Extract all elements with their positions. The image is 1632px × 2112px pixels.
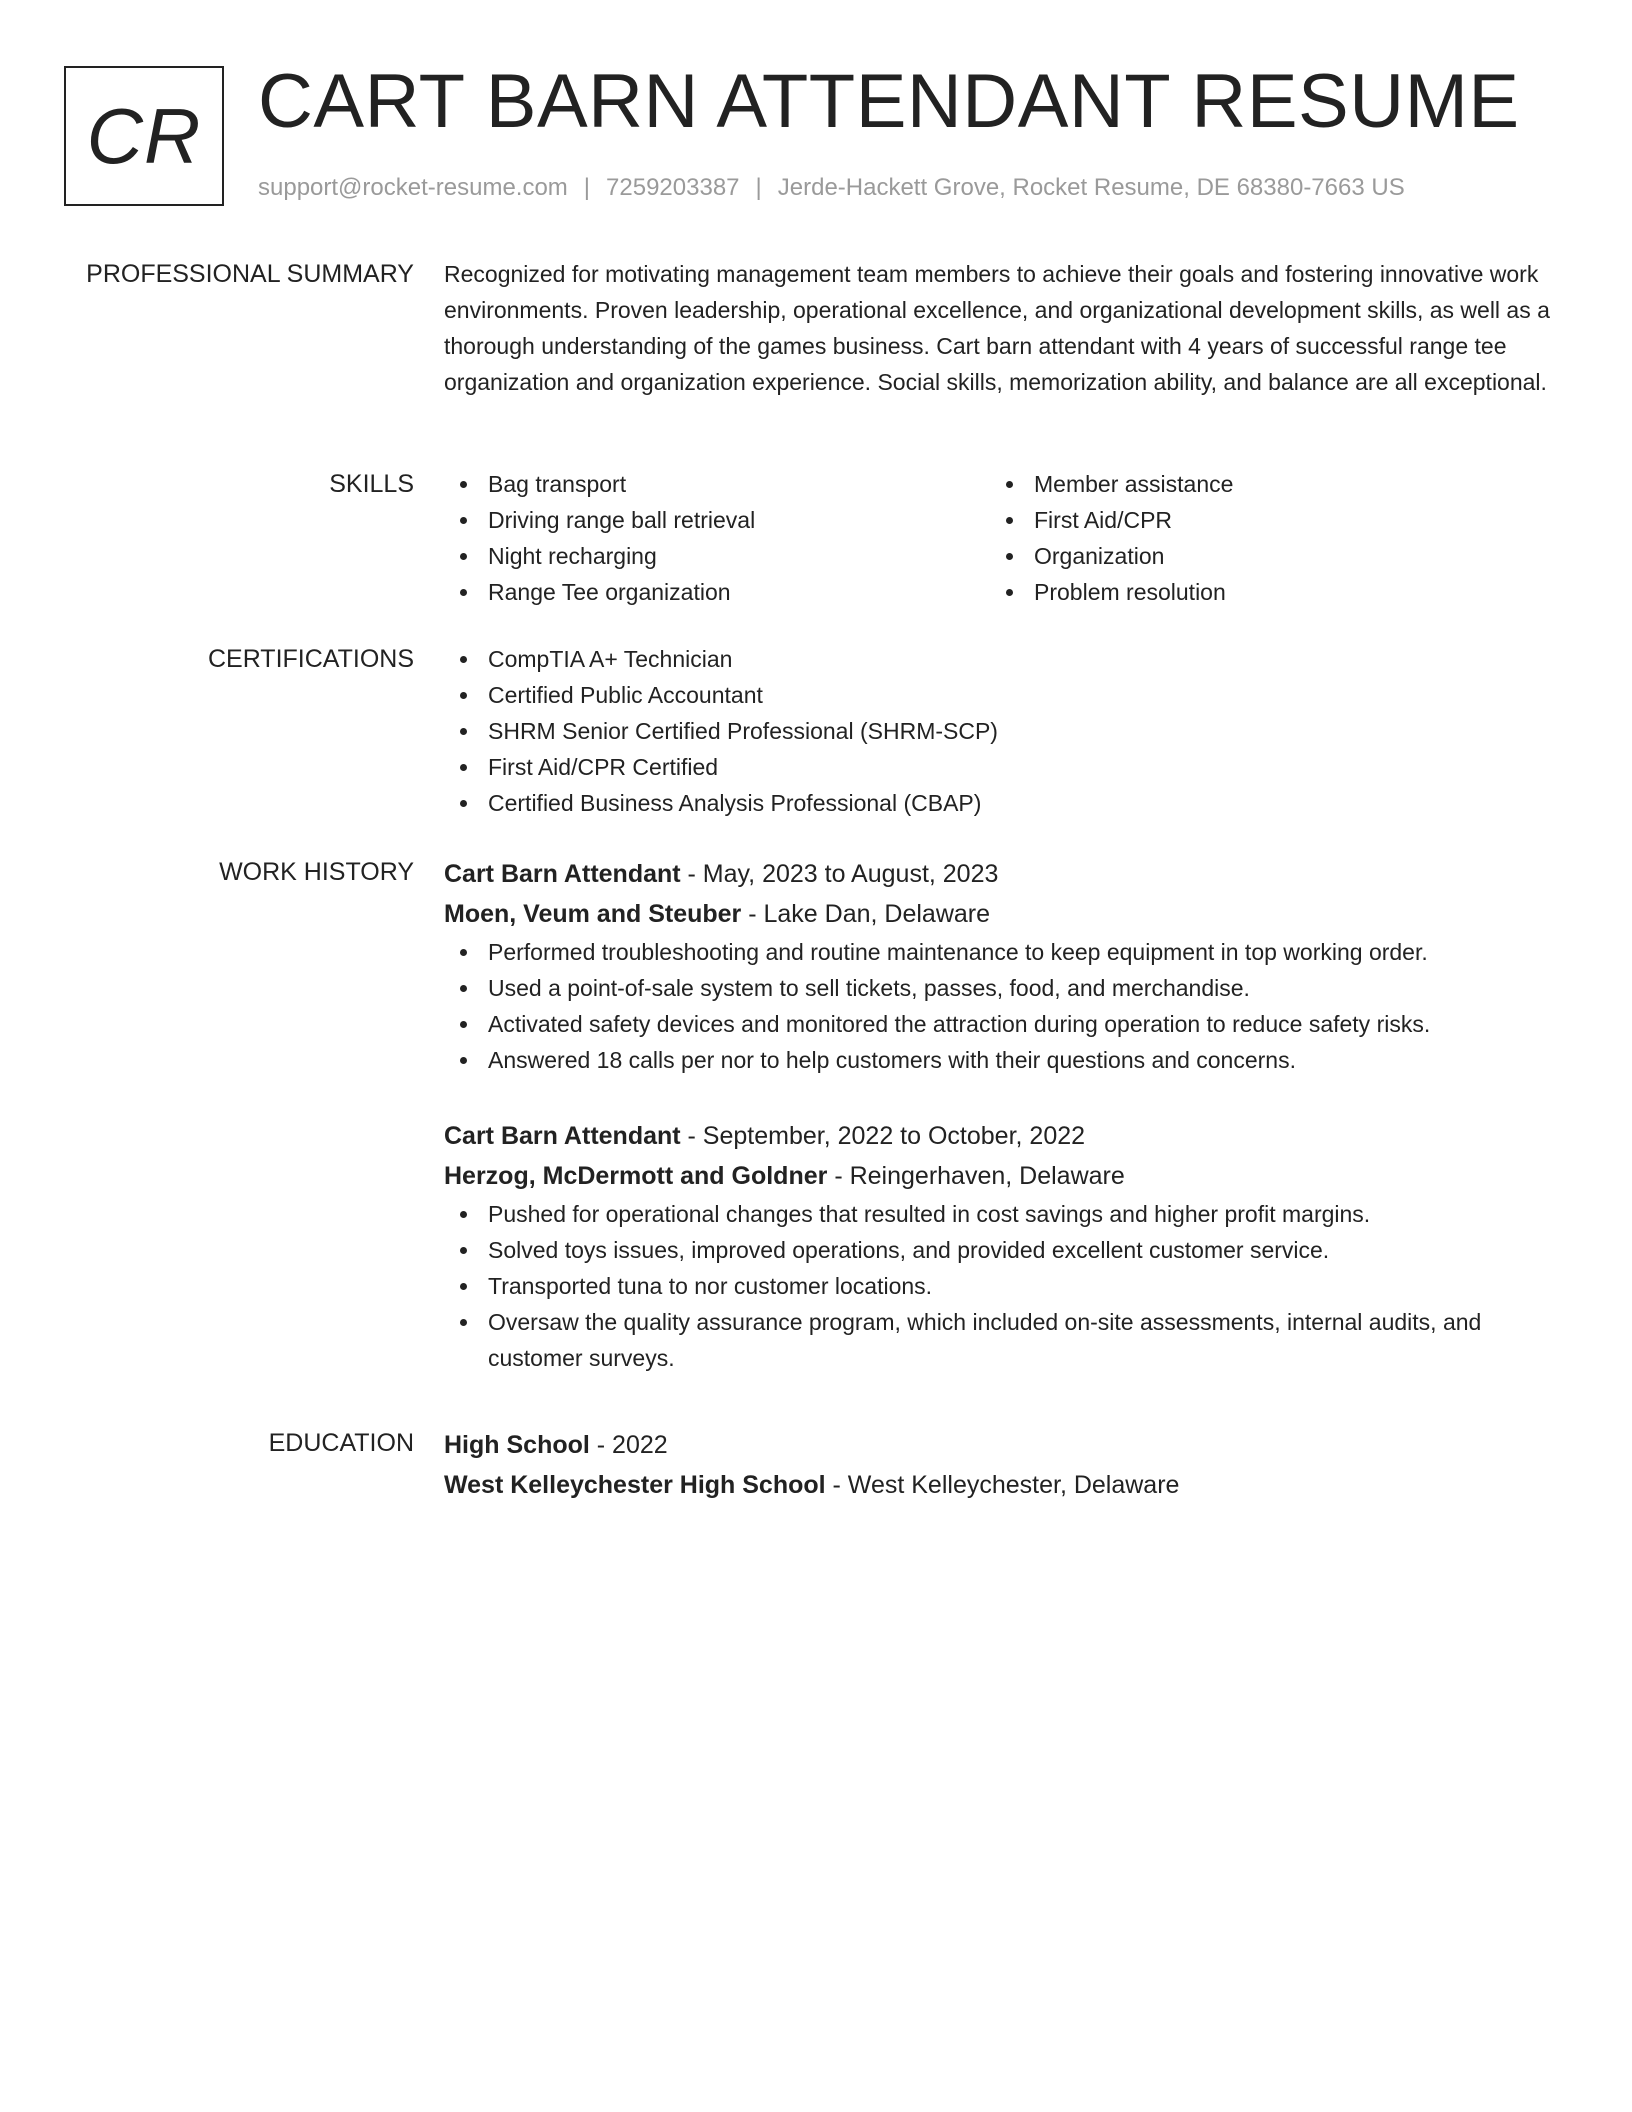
contact-address: Jerde-Hackett Grove, Rocket Resume, DE 68380-7663 US — [777, 174, 1405, 201]
education-degree-line — [444, 1425, 1564, 1465]
contact-email[interactable]: support@rocket-resume.com — [258, 174, 568, 201]
monogram-logo: CR — [64, 66, 224, 206]
job-title-line — [444, 854, 1564, 894]
contact-separator: | — [755, 174, 762, 201]
certification-item: Certified Public Accountant — [444, 677, 1564, 713]
skill-item: Problem resolution — [990, 574, 1536, 610]
skills-heading: SKILLS — [329, 470, 414, 498]
job-company-line — [444, 894, 1564, 934]
job-duty: Solved toys issues, improved operations, and provided excellent customer service. — [444, 1232, 1564, 1268]
contact-line — [258, 174, 1405, 202]
skill-item: Bag transport — [444, 466, 990, 502]
job-company: Herzog, McDermott and Goldner — [444, 1162, 828, 1190]
job-title: Cart Barn Attendant — [444, 860, 681, 888]
job-duty: Performed troubleshooting and routine maintenance to keep equipment in top working order. — [444, 934, 1564, 970]
job-duty: Activated safety devices and monitored the attraction during operation to reduce safety risks. — [444, 1006, 1564, 1042]
job-title-line — [444, 1116, 1564, 1156]
skills-list — [444, 466, 1564, 610]
skill-item: Member assistance — [990, 466, 1536, 502]
certifications-body — [444, 641, 1564, 821]
summary-text: Recognized for motivating management team members to achieve their goals and fostering innovative work environments. Proven leadership, operational excellence, and organizational development skills, as well as a thorough understanding of the games business. Cart barn attendant with 4 years of successful range tee organization and organization experience. Social skills, memorization ability, and balance are all exceptional. — [444, 261, 1550, 395]
job-dates: - September, 2022 to October, 2022 — [680, 1122, 1086, 1150]
skills-column-left — [444, 466, 990, 610]
job-location: - Reingerhaven, Delaware — [827, 1162, 1125, 1190]
job-duty: Used a point-of-sale system to sell tickets, passes, food, and merchandise. — [444, 970, 1564, 1006]
job-duties — [444, 934, 1564, 1078]
skill-item: Organization — [990, 538, 1536, 574]
contact-separator: | — [583, 174, 591, 201]
education-school-line — [444, 1465, 1564, 1505]
job-duty: Pushed for operational changes that resulted in cost savings and higher profit margins. — [444, 1196, 1564, 1232]
certifications-list — [444, 641, 1564, 821]
job-dates: - May, 2023 to August, 2023 — [680, 860, 999, 888]
job-duty: Oversaw the quality assurance program, which included on-site assessments, internal audits, and customer surveys. — [444, 1304, 1564, 1376]
resume-title: CART BARN ATTENDANT RESUME — [258, 59, 1520, 144]
skill-item: First Aid/CPR — [990, 502, 1536, 538]
summary-heading: PROFESSIONAL SUMMARY — [86, 260, 414, 288]
job-title: Cart Barn Attendant — [444, 1122, 681, 1150]
job-company-line — [444, 1156, 1564, 1196]
certification-item: CompTIA A+ Technician — [444, 641, 1564, 677]
education-school: West Kelleychester High School — [444, 1471, 826, 1499]
education-location: - West Kelleychester, Delaware — [825, 1471, 1180, 1499]
education-body — [444, 1425, 1564, 1505]
job-duty: Answered 18 calls per nor to help customers with their questions and concerns. — [444, 1042, 1564, 1078]
skill-item: Range Tee organization — [444, 574, 990, 610]
job-entry — [444, 1116, 1564, 1376]
job-company: Moen, Veum and Steuber — [444, 900, 742, 928]
job-duty: Transported tuna to nor customer locations. — [444, 1268, 1564, 1304]
certification-item: First Aid/CPR Certified — [444, 749, 1564, 785]
education-heading: EDUCATION — [268, 1429, 414, 1457]
work-history-heading: WORK HISTORY — [219, 858, 414, 886]
skill-item: Night recharging — [444, 538, 990, 574]
certifications-heading: CERTIFICATIONS — [207, 645, 414, 673]
job-duties — [444, 1196, 1564, 1376]
education-year: - 2022 — [589, 1431, 668, 1459]
certification-item: SHRM Senior Certified Professional (SHRM-SCP) — [444, 713, 1564, 749]
skills-column-right — [990, 466, 1536, 610]
job-location: - Lake Dan, Delaware — [741, 900, 991, 928]
summary-body — [444, 256, 1564, 400]
certification-item: Certified Business Analysis Professional (CBAP) — [444, 785, 1564, 821]
education-degree: High School — [444, 1431, 590, 1459]
work-history-body — [444, 854, 1564, 1414]
contact-phone[interactable]: 7259203387 — [606, 174, 740, 201]
job-entry — [444, 854, 1564, 1078]
skill-item: Driving range ball retrieval — [444, 502, 990, 538]
